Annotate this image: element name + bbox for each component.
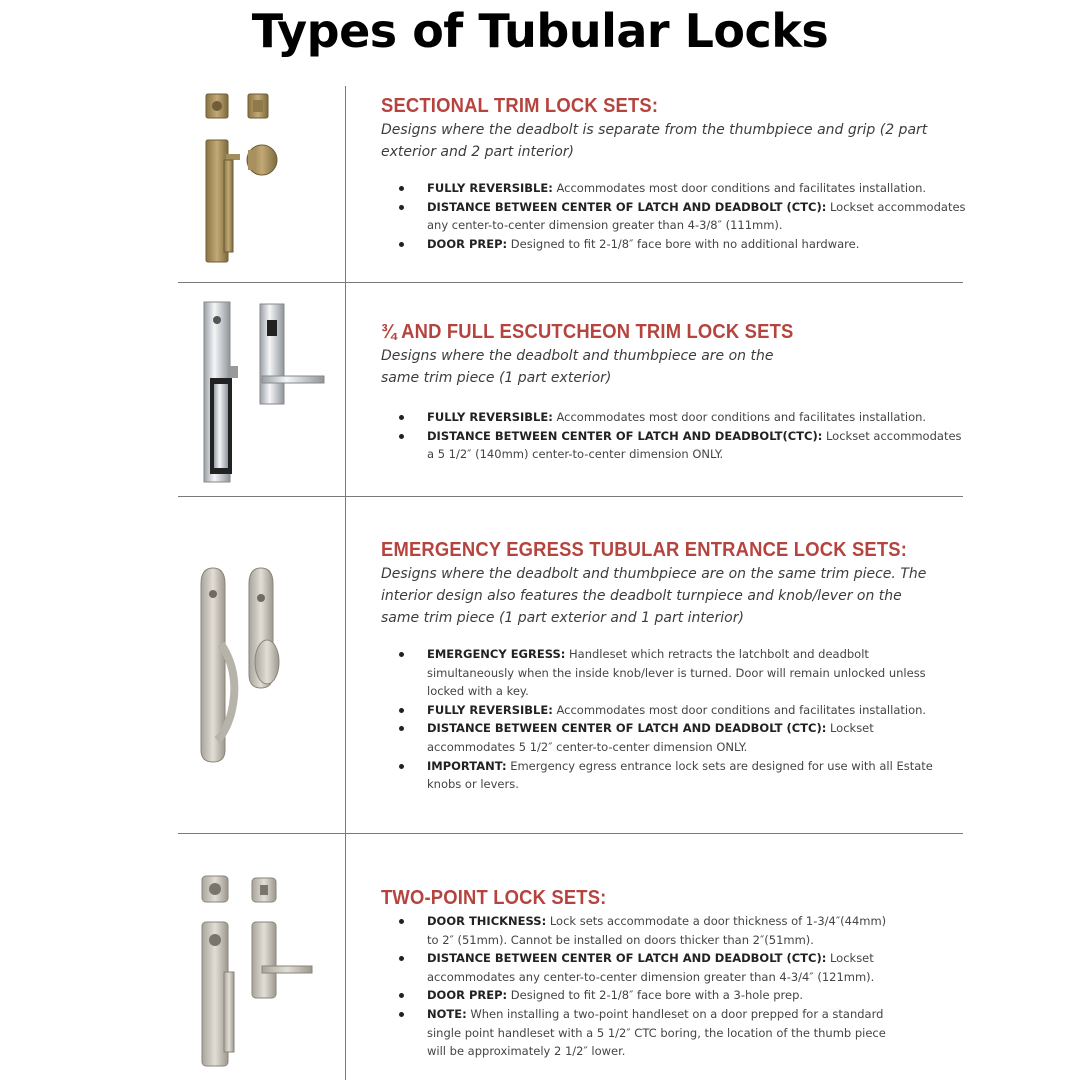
page-title: Types of Tubular Locks — [251, 4, 829, 58]
feature-list — [381, 408, 971, 464]
list-item: FULLY REVERSIBLE: Accommodates most door conditions and facilitates installation. — [381, 701, 941, 720]
section-emergency-egress — [381, 538, 941, 794]
list-item: EMERGENCY EGRESS: Handleset which retracts the latchbolt and deadbolt simultaneously when the inside knob/lever is turned. Door will remain unlocked unless locked with a key. — [381, 645, 941, 701]
row-divider — [178, 496, 963, 497]
list-item: NOTE: When installing a two-point handleset on a door prepped for a standard single point handleset with a 5 1/2″ CTC boring, the location of the thumb piece will be approximately 2 1/2″ lower. — [381, 1005, 891, 1061]
section-description: Designs where the deadbolt and thumbpiece are on the same trim piece. The interior design also features the deadbolt turnpiece and knob/lever on the same trim piece (1 part exterior and 1 part interior) — [381, 566, 927, 626]
emergency-egress-lockset-image — [195, 564, 285, 764]
section-description: Designs where the deadbolt and thumbpiece are on the same trim piece (1 part exterior) — [381, 348, 774, 386]
section-title: EMERGENCY EGRESS TUBULAR ENTRANCE LOCK SETS: — [381, 539, 908, 561]
section-title: SECTIONAL TRIM LOCK SETS: — [381, 95, 659, 117]
two-point-lockset-image — [198, 872, 318, 1072]
list-item: IMPORTANT: Emergency egress entrance lock sets are designed for use with all Estate knobs or levers. — [381, 757, 941, 794]
section-description: Designs where the deadbolt is separate from the thumbpiece and grip (2 part exterior and 2 part interior) — [381, 122, 928, 160]
list-item: DOOR PREP: Designed to fit 2-1/8″ face bore with no additional hardware. — [381, 235, 971, 254]
sectional-trim-lockset-image — [200, 88, 290, 264]
list-item: DISTANCE BETWEEN CENTER OF LATCH AND DEADBOLT (CTC): Lockset accommodates 5 1/2″ center-to-center dimension ONLY. — [381, 719, 941, 756]
section-sectional-trim — [381, 94, 971, 253]
section-two-point — [381, 886, 891, 1061]
escutcheon-trim-lockset-image — [198, 300, 328, 484]
list-item: DISTANCE BETWEEN CENTER OF LATCH AND DEADBOLT (CTC): Lockset accommodates any center-to-center dimension greater than 4-3/4″ (121mm). — [381, 949, 891, 986]
list-item: DISTANCE BETWEEN CENTER OF LATCH AND DEADBOLT(CTC): Lockset accommodates a 5 1/2″ (140mm) center-to-center dimension ONLY. — [381, 427, 971, 464]
feature-list — [381, 645, 941, 794]
feature-list — [381, 179, 971, 253]
list-item: DOOR PREP: Designed to fit 2-1/8″ face bore with a 3-hole prep. — [381, 986, 891, 1005]
section-title: TWO-POINT LOCK SETS: — [381, 887, 607, 909]
row-divider — [178, 282, 963, 283]
list-item: FULLY REVERSIBLE: Accommodates most door conditions and facilitates installation. — [381, 408, 971, 427]
column-divider — [345, 86, 346, 1080]
list-item: DISTANCE BETWEEN CENTER OF LATCH AND DEADBOLT (CTC): Lockset accommodates any center-to-center dimension greater than 4-3/8″ (111mm). — [381, 198, 971, 235]
section-title: ¾ AND FULL ESCUTCHEON TRIM LOCK SETS — [381, 321, 794, 343]
list-item: DOOR THICKNESS: Lock sets accommodate a door thickness of 1-3/4″(44mm) to 2″ (51mm). Cannot be installed on doors thicker than 2″(51mm). — [381, 912, 891, 949]
section-escutcheon-trim — [381, 320, 801, 389]
row-divider — [178, 833, 963, 834]
feature-list — [381, 912, 891, 1061]
list-item: FULLY REVERSIBLE: Accommodates most door conditions and facilitates installation. — [381, 179, 971, 198]
section-escutcheon-trim-bullets — [381, 408, 971, 464]
